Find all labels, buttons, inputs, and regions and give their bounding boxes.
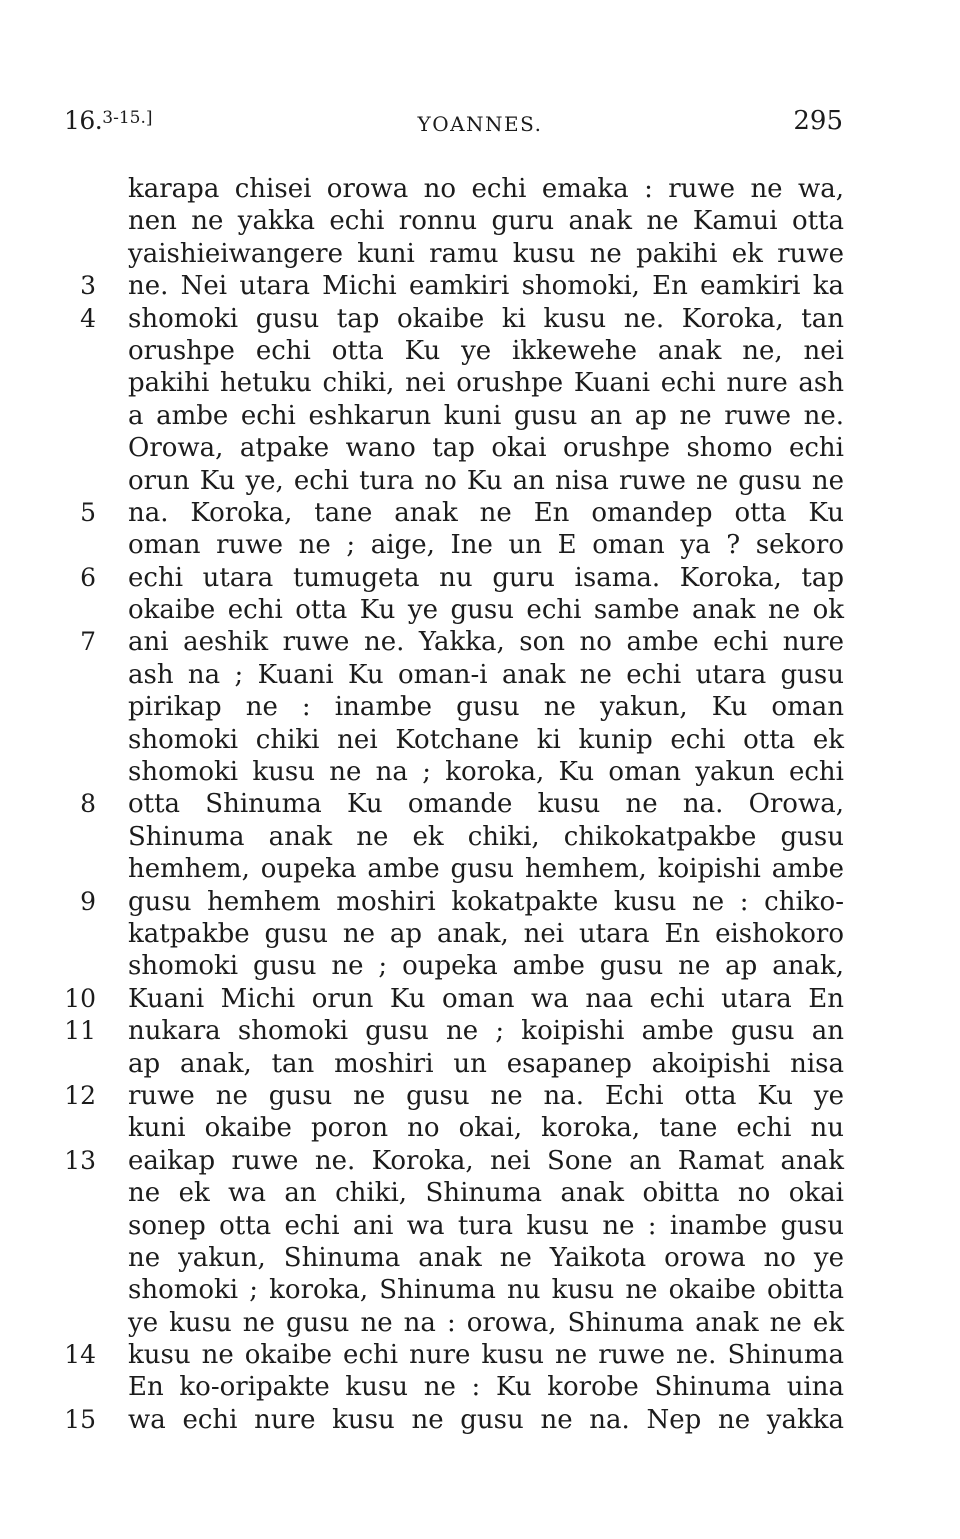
text-line (0, 497, 960, 529)
text-line (0, 983, 960, 1015)
line-text: a ambe echi eshkarun kuni gusu an ap ne ruwe ne. (128, 400, 844, 431)
text-line (0, 853, 960, 885)
line-text: gusu hemhem moshiri kokatpakte kusu ne : chiko- (128, 886, 844, 917)
line-text: eaikap ruwe ne. Koroka, nei Sone an Ramat anak (128, 1145, 844, 1176)
text-line (0, 562, 960, 594)
text-line (0, 270, 960, 302)
verse-number: 10 (64, 983, 96, 1013)
line-text: orun Ku ye, echi tura no Ku an nisa ruwe ne gusu ne (128, 465, 844, 496)
verse-number: 6 (80, 562, 96, 592)
verse-number: 14 (64, 1340, 96, 1370)
line-text: oman ruwe ne ; aige, Ine un E oman ya ? sekoro (128, 530, 844, 561)
text-line (0, 1015, 960, 1047)
line-text: shomoki kusu ne na ; koroka, Ku oman yakun echi (128, 757, 844, 788)
text-line (0, 303, 960, 335)
text-line (0, 1048, 960, 1080)
text-line (0, 173, 960, 205)
page-number: 295 (793, 106, 843, 136)
text-line (0, 529, 960, 561)
line-text: orushpe echi otta Ku ye ikkewehe anak ne, nei (128, 335, 844, 366)
text-line (0, 1307, 960, 1339)
text-line (0, 432, 960, 464)
verse-number: 11 (64, 1016, 96, 1046)
line-text: ne yakun, Shinuma anak ne Yaikota orowa no ye (128, 1242, 844, 1273)
text-line (0, 788, 960, 820)
line-text: Kuani Michi orun Ku oman wa naa echi utara En (128, 983, 844, 1014)
line-text: hemhem, oupeka ambe gusu hemhem, koipishi ambe (128, 854, 844, 885)
line-text: echi utara tumugeta nu guru isama. Koroka, tap (128, 562, 844, 593)
line-text: kusu ne okaibe echi nure kusu ne ruwe ne. Shinuma (128, 1340, 844, 1371)
text-line (0, 1274, 960, 1306)
text-line (0, 1080, 960, 1112)
text-line (0, 465, 960, 497)
verse-number: 4 (80, 303, 96, 333)
verse-number: 5 (80, 497, 96, 527)
verse-number: 15 (64, 1404, 96, 1434)
line-text: na. Koroka, tane anak ne En omandep otta Ku (128, 497, 844, 528)
text-line (0, 659, 960, 691)
line-text: ye kusu ne gusu ne na : orowa, Shinuma anak ne ek (128, 1307, 844, 1338)
text-line (0, 1112, 960, 1144)
verse-number: 7 (80, 627, 96, 657)
line-text: kuni okaibe poron no okai, koroka, tane echi nu (128, 1113, 844, 1144)
text-line (0, 1210, 960, 1242)
text-line (0, 1339, 960, 1371)
verse-range: 3-15.] (102, 108, 153, 128)
line-text: otta Shinuma Ku omande kusu ne na. Orowa, (128, 789, 844, 820)
line-text: sonep otta echi ani wa tura kusu ne : inambe gusu (128, 1210, 844, 1241)
text-line (0, 335, 960, 367)
text-line (0, 1404, 960, 1436)
line-text: Orowa, atpake wano tap okai orushpe shomo echi (128, 433, 844, 464)
line-text: ani aeshik ruwe ne. Yakka, son no ambe echi nure (128, 627, 844, 658)
line-text: Shinuma anak ne ek chiki, chikokatpakbe gusu (128, 821, 844, 852)
line-text: nukara shomoki gusu ne ; koipishi ambe gusu an (128, 1016, 844, 1047)
line-text: ap anak, tan moshiri un esapanep akoipishi nisa (128, 1048, 844, 1079)
text-line (0, 724, 960, 756)
text-line (0, 821, 960, 853)
line-text: pirikap ne : inambe gusu ne yakun, Ku oman (128, 692, 844, 723)
line-text: shomoki gusu tap okaibe ki kusu ne. Koroka, tan (128, 303, 844, 334)
line-text: yaishieiwangere kuni ramu kusu ne pakihi ek ruwe (128, 238, 844, 269)
line-text: okaibe echi otta Ku ye gusu echi sambe anak ne ok (128, 595, 844, 626)
line-text: shomoki ; koroka, Shinuma nu kusu ne okaibe obitta (128, 1275, 844, 1306)
verse-number: 9 (80, 886, 96, 916)
line-text: karapa chisei orowa no echi emaka : ruwe ne wa, (128, 174, 844, 204)
text-line (0, 626, 960, 658)
text-line (0, 1145, 960, 1177)
line-text: ruwe ne gusu ne gusu ne na. Echi otta Ku ye (128, 1080, 844, 1111)
line-text: En ko-oripakte kusu ne : Ku korobe Shinuma uina (128, 1372, 844, 1403)
text-line (0, 756, 960, 788)
line-text: shomoki chiki nei Kotchane ki kunip echi otta ek (128, 724, 844, 755)
verse-number: 8 (80, 789, 96, 819)
text-line (0, 205, 960, 237)
running-header (0, 106, 960, 146)
line-text: wa echi nure kusu ne gusu ne na. Nep ne yakka (128, 1404, 844, 1435)
text-line (0, 238, 960, 270)
line-text: katpakbe gusu ne ap anak, nei utara En eishokoro (128, 918, 844, 949)
book-title: YOANNES. (417, 112, 543, 136)
text-line (0, 1371, 960, 1403)
text-line (0, 1242, 960, 1274)
line-text: ash na ; Kuani Ku oman-i anak ne echi utara gusu (128, 659, 844, 690)
text-line (0, 1177, 960, 1209)
text-line (0, 594, 960, 626)
line-text: shomoki gusu ne ; oupeka ambe gusu ne ap anak, (128, 951, 844, 982)
chapter-number: 16. (64, 106, 103, 135)
line-text: nen ne yakka echi ronnu guru anak ne Kamui otta (128, 206, 844, 237)
text-line (0, 950, 960, 982)
verse-number: 12 (64, 1080, 96, 1110)
text-line (0, 400, 960, 432)
text-line (0, 918, 960, 950)
line-text: ne. Nei utara Michi eamkiri shomoki, En eamkiri ka (128, 271, 844, 302)
verse-number: 13 (64, 1145, 96, 1175)
line-text: pakihi hetuku chiki, nei orushpe Kuani echi nure ash (128, 368, 844, 399)
line-text: ne ek wa an chiki, Shinuma anak obitta no okai (128, 1178, 844, 1209)
text-line (0, 367, 960, 399)
text-line (0, 886, 960, 918)
verse-number: 3 (80, 271, 96, 301)
scripture-text (0, 173, 960, 1436)
text-line (0, 691, 960, 723)
